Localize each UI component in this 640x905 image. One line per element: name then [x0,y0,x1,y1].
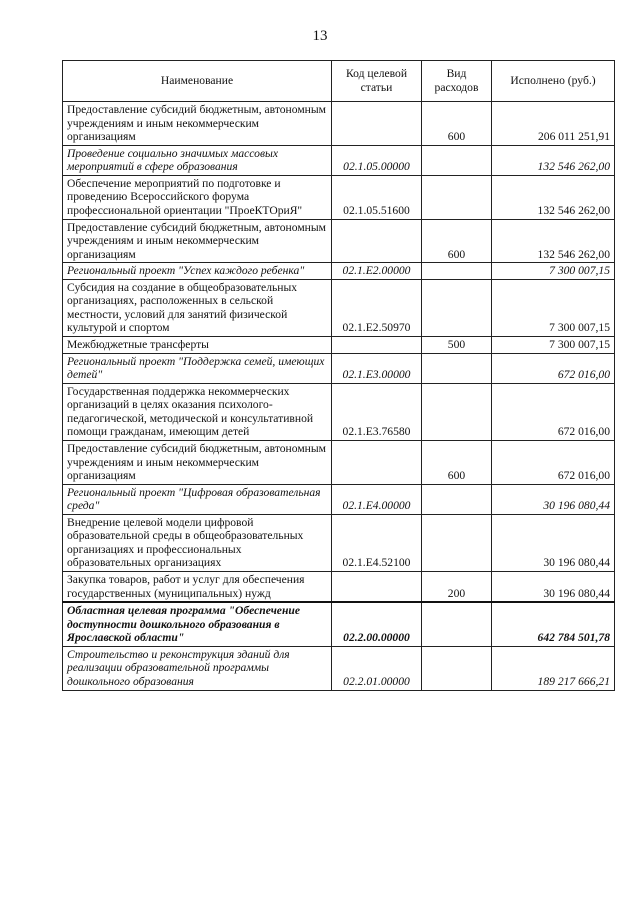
row-amount: 672 016,00 [492,440,615,484]
row-amount: 642 784 501,78 [492,602,615,646]
table-row [63,337,615,354]
table-row [63,514,615,571]
row-amount: 672 016,00 [492,353,615,383]
row-name: Проведение социально значимых массовых мероприятий в сфере образования [63,145,332,175]
row-type [422,175,492,219]
row-type: 600 [422,102,492,146]
row-amount: 132 546 262,00 [492,175,615,219]
row-amount: 206 011 251,91 [492,102,615,146]
row-name: Региональный проект "Успех каждого ребенка" [63,263,332,280]
row-type [422,263,492,280]
header-type: Вид расходов [422,61,492,102]
row-name: Обеспечение мероприятий по подготовке и проведению Всероссийского форума профессиональной ориентации "ПроеКТОриЯ" [63,175,332,219]
row-name: Региональный проект "Поддержка семей, имеющих детей" [63,353,332,383]
row-name: Предоставление субсидий бюджетным, автономным учреждениям и иным некоммерческим организациям [63,440,332,484]
row-code: 02.1.E4.00000 [332,484,422,514]
table-row [63,602,615,646]
row-code: 02.2.01.00000 [332,646,422,690]
row-name: Субсидия на создание в общеобразовательных организациях, расположенных в сельской местности, условий для занятий физической культурой и спортом [63,279,332,336]
row-code: 02.1.E2.00000 [332,263,422,280]
table-row [63,646,615,690]
row-amount: 132 546 262,00 [492,145,615,175]
row-type [422,279,492,336]
table-row [63,572,615,603]
table-row [63,484,615,514]
row-amount: 30 196 080,44 [492,514,615,571]
row-code [332,572,422,603]
row-type [422,145,492,175]
row-code: 02.1.05.00000 [332,145,422,175]
row-amount: 7 300 007,15 [492,337,615,354]
row-code [332,440,422,484]
row-type [422,484,492,514]
row-code: 02.1.E3.76580 [332,383,422,440]
table-row [63,263,615,280]
row-amount: 672 016,00 [492,383,615,440]
row-type: 600 [422,440,492,484]
row-code: 02.1.E3.00000 [332,353,422,383]
row-name: Предоставление субсидий бюджетным, автономным учреждениям и иным некоммерческим организациям [63,102,332,146]
row-amount: 30 196 080,44 [492,484,615,514]
row-code [332,102,422,146]
row-type [422,646,492,690]
row-amount: 30 196 080,44 [492,572,615,603]
table-row [63,279,615,336]
table-row [63,440,615,484]
row-type: 500 [422,337,492,354]
table-row [63,175,615,219]
table-body [63,102,615,691]
row-code [332,219,422,263]
row-name: Областная целевая программа "Обеспечение доступности дошкольного образования в Ярославской области" [63,602,332,646]
row-amount: 7 300 007,15 [492,279,615,336]
table-row [63,145,615,175]
row-type: 200 [422,572,492,603]
table-row [63,219,615,263]
row-code [332,337,422,354]
page-number: 13 [312,28,328,44]
row-name: Строительство и реконструкция зданий для реализации образовательной программы дошкольного образования [63,646,332,690]
row-type [422,602,492,646]
row-code: 02.1.E2.50970 [332,279,422,336]
table-row [63,383,615,440]
row-name: Региональный проект "Цифровая образовательная среда" [63,484,332,514]
row-name: Предоставление субсидий бюджетным, автономным учреждениям и иным некоммерческим организациям [63,219,332,263]
row-type [422,353,492,383]
row-name: Закупка товаров, работ и услуг для обеспечения государственных (муниципальных) нужд [63,572,332,603]
table-row [63,353,615,383]
header-amount: Исполнено (руб.) [492,61,615,102]
row-amount: 189 217 666,21 [492,646,615,690]
row-code: 02.1.E4.52100 [332,514,422,571]
row-type [422,514,492,571]
header-code: Код целевой статьи [332,61,422,102]
row-code: 02.1.05.51600 [332,175,422,219]
row-name: Государственная поддержка некоммерческих организаций в целях оказания психолого-педагогической, методической и консультативной помощи гражданам, имеющим детей [63,383,332,440]
table-header-row [63,61,615,102]
row-type: 600 [422,219,492,263]
row-name: Внедрение целевой модели цифровой образовательной среды в общеобразовательных организациях и профессиональных образовательных организациях [63,514,332,571]
row-code: 02.2.00.00000 [332,602,422,646]
header-name: Наименование [63,61,332,102]
budget-execution-table [62,60,615,691]
row-amount: 7 300 007,15 [492,263,615,280]
table-row [63,102,615,146]
row-name: Межбюджетные трансферты [63,337,332,354]
row-type [422,383,492,440]
row-amount: 132 546 262,00 [492,219,615,263]
